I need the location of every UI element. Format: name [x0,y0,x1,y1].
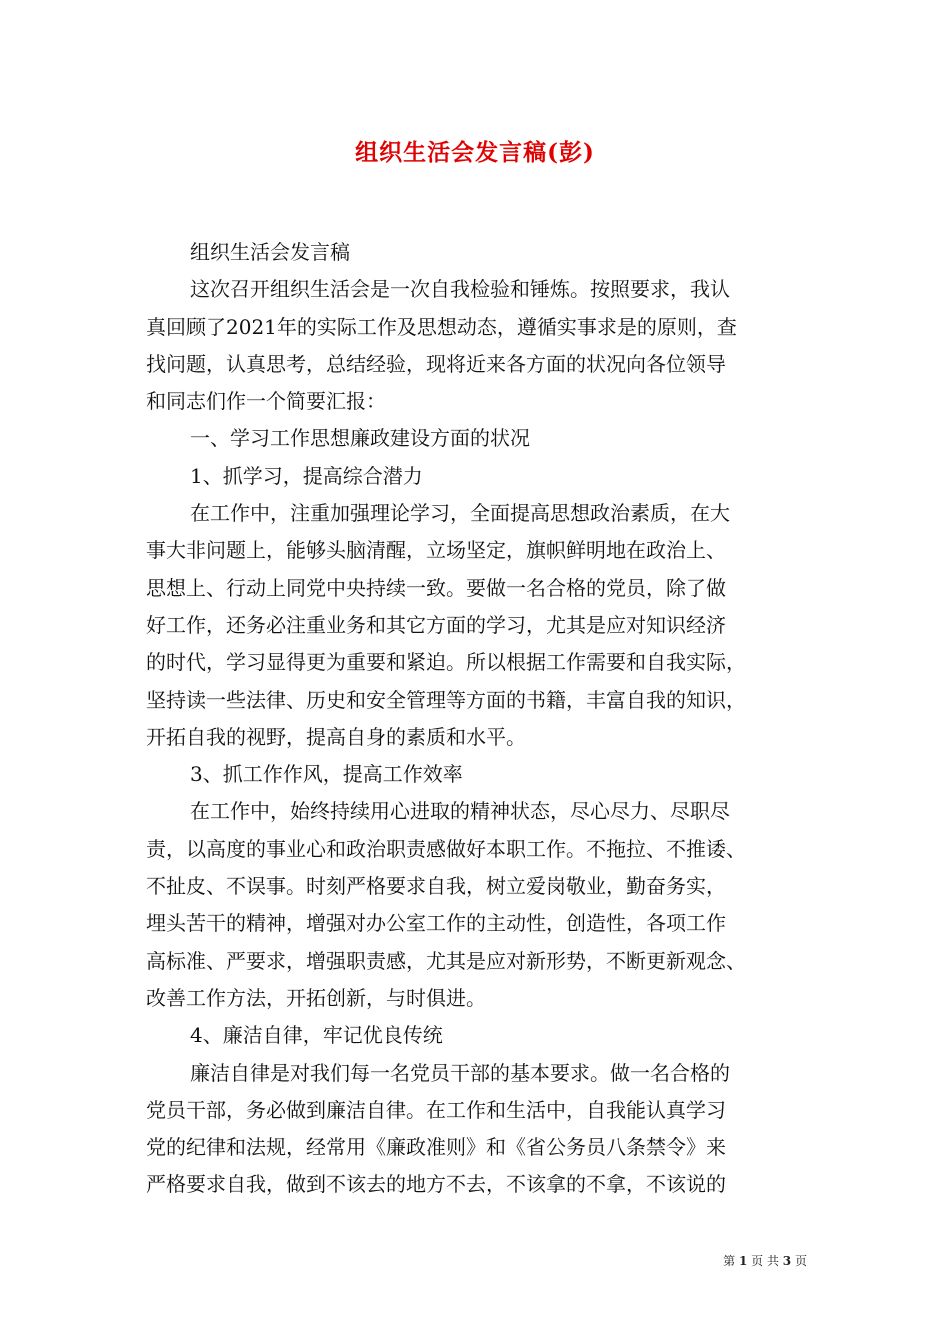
footer-suffix: 页 [794,1254,807,1268]
body-line: 在工作中，始终持续用心进取的精神状态，尽心尽力、尽职尽 [190,799,730,824]
body-line: 党的纪律和法规，经常用《廉政准则》和《省公务员八条禁令》来 [146,1135,726,1160]
footer-middle: 页 共 [751,1254,779,1268]
body-line: 责，以高度的事业心和政治职责感做好本职工作。不拖拉、不推诿、 [146,836,746,861]
subsection-heading: 1、抓学习，提高综合潜力 [190,463,423,488]
body-line: 思想上、行动上同党中央持续一致。要做一名合格的党员，除了做 [146,575,726,600]
body-line: 党员干部，务必做到廉洁自律。在工作和生活中，自我能认真学习 [146,1097,726,1122]
body-line: 严格要求自我，做到不该去的地方不去，不该拿的不拿，不该说的 [146,1172,726,1197]
body-line: 组织生活会发言稿 [190,240,350,264]
section-heading: 一、学习工作思想廉政建设方面的状况 [190,426,530,451]
body-line: 开拓自我的视野，提高自身的素质和水平。 [146,724,526,749]
body-line: 真回顾了2021年的实际工作及思想动态，遵循实事求是的原则，查 [146,314,737,339]
body-line: 好工作，还务必注重业务和其它方面的学习，尤其是应对知识经济 [146,612,726,637]
document-body [146,234,826,1204]
subsection-heading: 4、廉洁自律，牢记优良传统 [190,1023,443,1048]
body-line: 这次召开组织生活会是一次自我检验和锤炼。按照要求，我认 [190,277,730,302]
body-line: 廉洁自律是对我们每一名党员干部的基本要求。做一名合格的 [190,1060,730,1085]
body-line: 和同志们作一个简要汇报： [146,389,386,414]
footer-prefix: 第 [723,1254,736,1268]
current-page-number: 1 [738,1254,748,1268]
body-line: 的时代，学习显得更为重要和紧迫。所以根据工作需要和自我实际， [146,650,746,675]
body-line: 事大非问题上，能够头脑清醒，立场坚定，旗帜鲜明地在政治上、 [146,538,726,563]
body-line: 坚持读一些法律、历史和安全管理等方面的书籍，丰富自我的知识， [146,687,746,712]
body-line: 高标准、严要求，增强职责感，尤其是应对新形势，不断更新观念、 [146,948,746,973]
body-line: 在工作中，注重加强理论学习，全面提高思想政治素质，在大 [190,501,730,526]
body-line: 埋头苦干的精神，增强对办公室工作的主动性，创造性，各项工作 [146,911,726,936]
page-footer [723,1252,807,1269]
subsection-heading: 3、抓工作作风，提高工作效率 [190,762,463,787]
body-line: 不扯皮、不误事。时刻严格要求自我，树立爱岗敬业，勤奋务实， [146,874,726,899]
document-title: 组织生活会发言稿(彭) [355,139,595,166]
body-line: 找问题，认真思考，总结经验，现将近来各方面的状况向各位领导 [146,351,726,376]
total-page-number: 3 [782,1254,792,1268]
body-line: 改善工作方法，开拓创新，与时俱进。 [146,985,486,1010]
